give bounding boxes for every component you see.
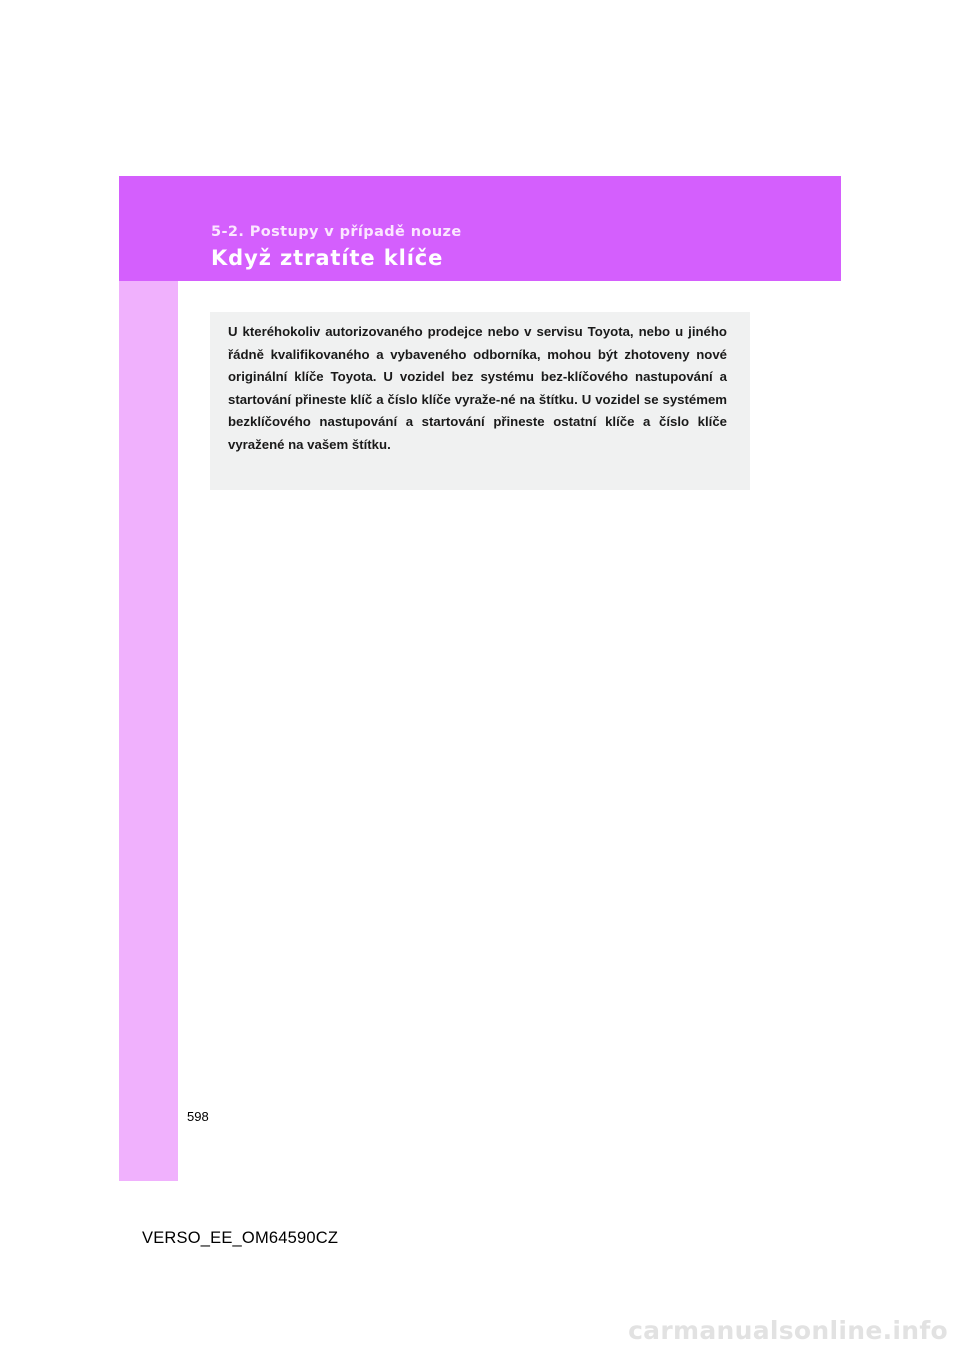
info-box [210,312,750,490]
page-title: Když ztratíte klíče [211,246,444,270]
side-tab-band [119,281,209,1181]
document-code: VERSO_EE_OM64590CZ [142,1229,339,1247]
section-label: 5-2. Postupy v případě nouze [211,224,462,240]
info-box-text: U kteréhokoliv autorizovaného prodejce nebo v servisu Toyota, nebo u jiného řádně kvalifikovaného a vybaveného odborníka, mohou být zhotoveny nové originální klíče Toyota. U vozidel bez systému bez-klíčového nastupování a startování přineste klíč a číslo klíče vyraže-né na štítku. U vozidel se systémem bezklíčového nastupování a startování přineste ostatní klíče a číslo klíče vyražené na vašem štítku. [228,324,727,452]
watermark-text: carmanualsonline.info [628,1316,948,1345]
page-number: 598 [187,1109,209,1124]
chapter-header-band [119,176,841,281]
